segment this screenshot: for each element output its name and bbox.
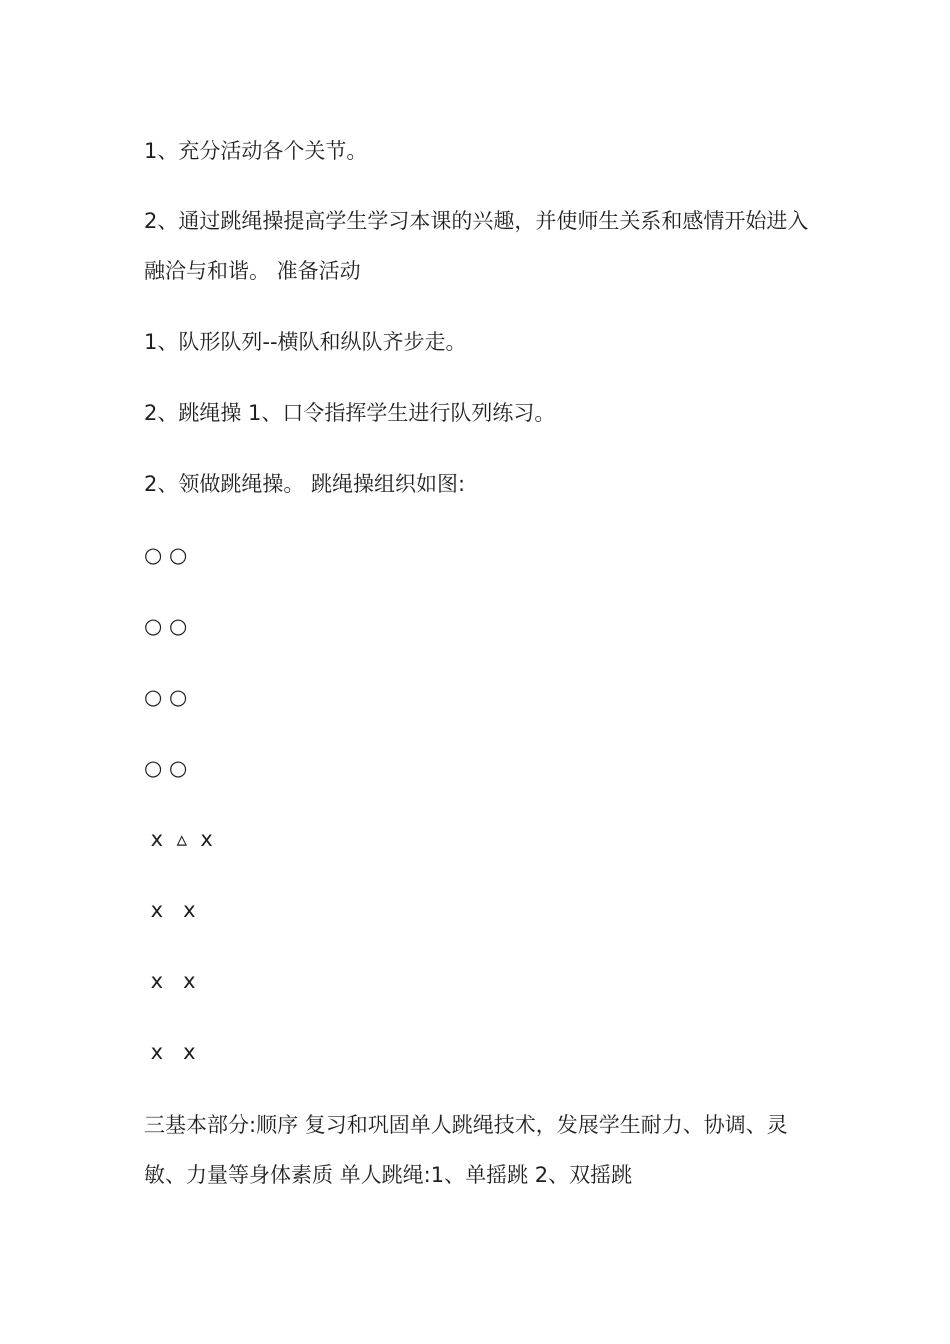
diagram-row-3: ○ ○: [144, 685, 188, 709]
diagram-row-1: ○ ○: [144, 543, 188, 567]
diagram-row-8: x x: [144, 1040, 196, 1064]
diagram-row-5: x ▵ x: [144, 827, 213, 851]
paragraph-3: 1、队形队列--横队和纵队齐步走。: [144, 330, 467, 354]
paragraph-5: 2、领做跳绳操。 跳绳操组织如图:: [144, 472, 466, 496]
diagram-row-6: x x: [144, 898, 196, 922]
paragraph-2: 2、通过跳绳操提高学生学习本课的兴趣，并使师生关系和感情开始进入融洽与和谐。 准备活动: [144, 209, 809, 283]
paragraph-1: 1、充分活动各个关节。: [144, 139, 368, 163]
diagram-row-2: ○ ○: [144, 614, 188, 638]
closing-paragraph: 三基本部分:顺序 复习和巩固单人跳绳技术，发展学生耐力、协调、灵敏、力量等身体素质 单人跳绳:1、单摇跳 2、双摇跳: [144, 1113, 788, 1187]
diagram-row-7: x x: [144, 969, 196, 993]
diagram-row-4: ○ ○: [144, 756, 188, 780]
paragraph-4: 2、跳绳操 1、口令指挥学生进行队列练习。: [144, 401, 556, 425]
